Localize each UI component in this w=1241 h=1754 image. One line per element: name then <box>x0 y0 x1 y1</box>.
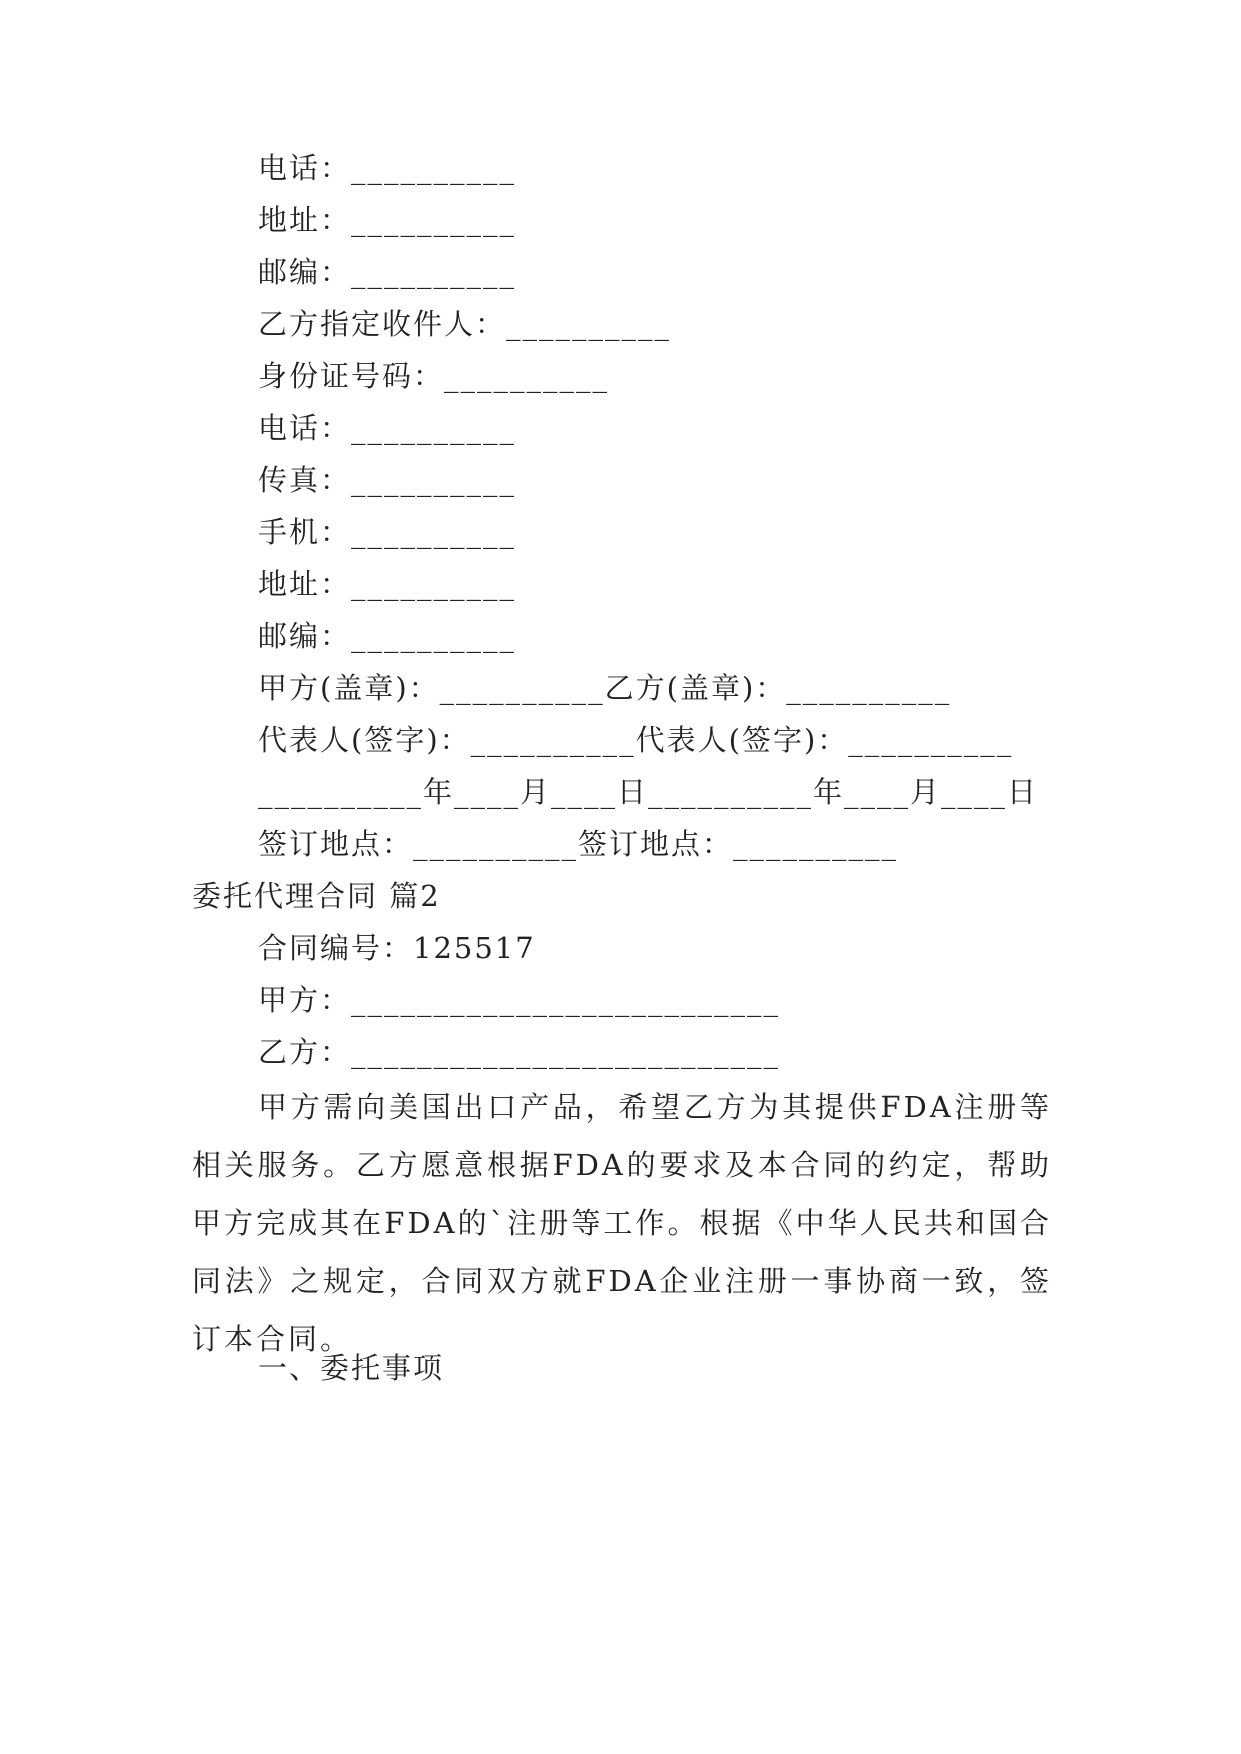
party-b-line: 乙方：__________________________ <box>258 1035 781 1069</box>
fax-line: 传真：__________ <box>258 463 517 497</box>
party-b-recipient-line: 乙方指定收件人：__________ <box>258 307 672 341</box>
intro-paragraph: 甲方需向美国出口产品，希望乙方为其提供FDA注册等相关服务。乙方愿意根据FDA的要求及本合同的约定，帮助甲方完成其在FDA的`注册等工作。根据《中华人民共和国合同法》之规定，合同双方就FDA企业注册一事协商一致，签订本合同。 <box>192 1090 1052 1356</box>
seal-line: 甲方(盖章)：__________乙方(盖章)：__________ <box>258 671 952 705</box>
clause-heading: 一、委托事项 <box>258 1351 445 1385</box>
section-heading: 委托代理合同 篇2 <box>192 879 441 913</box>
address-line: 地址：__________ <box>258 203 517 237</box>
phone-line: 电话：__________ <box>258 151 517 185</box>
mobile-line: 手机：__________ <box>258 515 517 549</box>
signing-place-line: 签订地点：__________签订地点：__________ <box>258 827 899 861</box>
postcode-line: 邮编：__________ <box>258 619 517 653</box>
date-line: __________年____月____日__________年____月____日 <box>258 775 1039 809</box>
address-line: 地址：__________ <box>258 567 517 601</box>
postcode-line: 邮编：__________ <box>258 255 517 289</box>
representative-signature-line: 代表人(签字)：__________代表人(签字)：__________ <box>258 723 1014 757</box>
id-number-line: 身份证号码：__________ <box>258 359 610 393</box>
contract-number-line: 合同编号：125517 <box>258 931 536 965</box>
phone-line: 电话：__________ <box>258 411 517 445</box>
party-a-line: 甲方：__________________________ <box>258 983 781 1017</box>
